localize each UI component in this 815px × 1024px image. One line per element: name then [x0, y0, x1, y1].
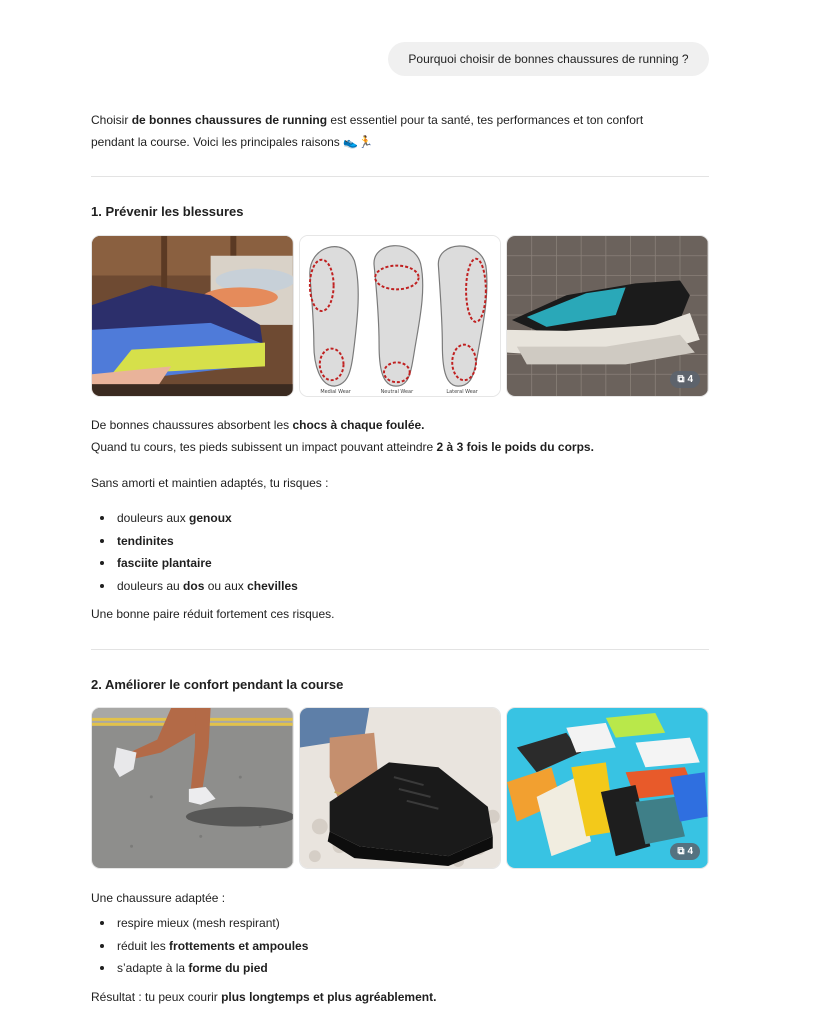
lateral-wear-label: Lateral Wear [446, 389, 478, 396]
gallery-icon: ⧉ [677, 374, 685, 385]
s2-result-bold: plus longtemps et plus agréablement. [221, 990, 437, 1004]
section-2-title: 2. Améliorer le confort pendant la course [91, 677, 344, 692]
list-item [117, 552, 709, 575]
intro-text-2: est essentiel pour ta santé, tes performances et ton confort [327, 113, 644, 127]
more-images-badge[interactable] [670, 843, 700, 860]
s2-bullet-3-text: s’adapte à la [117, 961, 189, 975]
s1-bullet-2-bold: tendinites [117, 533, 174, 548]
list-item [117, 507, 709, 530]
s2-bullet-3-bold: forme du pied [188, 961, 268, 975]
s1-bullet-3-bold: fasciite plantaire [117, 556, 212, 570]
section-1-header [91, 204, 709, 219]
s1-p1-text: De bonnes chaussures absorbent les [91, 418, 293, 432]
section-2-image-gallery [91, 707, 709, 869]
section-1-body [91, 414, 709, 458]
s1-p2-bold: 2 à 3 fois le poids du corps. [436, 440, 594, 454]
insole-wear-diagram-image[interactable] [299, 235, 502, 397]
s1-bullet-1-text: douleurs aux [117, 511, 190, 525]
neutral-wear-label: Neutral Wear [380, 389, 413, 396]
intro-line-2: pendant la course. Voici les principales raisons [91, 135, 340, 149]
s1-p2-text: Quand tu cours, tes pieds subissent un impact pouvant atteindre [91, 440, 437, 454]
s2-bullet-2-text: réduit les [117, 938, 170, 953]
section-2-intro [91, 887, 709, 909]
section-2-result [91, 986, 709, 1008]
intro-paragraph [91, 109, 709, 153]
user-message-bubble: Pourquoi choisir de bonnes chaussures de running ? [388, 42, 709, 76]
s1-p4: Une bonne paire réduit fortement ces risques. [91, 607, 335, 621]
s1-bullet-1-bold: genoux [189, 511, 232, 525]
s2-bullet-2-bold: frottements et ampoules [169, 938, 309, 953]
list-item [117, 957, 709, 980]
section-2-list [91, 912, 709, 980]
more-images-badge[interactable] [670, 371, 700, 388]
intro-bold: de bonnes chaussures de running [131, 113, 328, 127]
shoe-runner-emoji: 👟🏃 [343, 135, 374, 149]
s2-bullet-1-text: respire mieux (mesh respirant) [117, 916, 280, 930]
medial-wear-label: Medial Wear [320, 389, 351, 396]
s1-bullet-4-bold-2: chevilles [247, 578, 298, 593]
s1-bullet-4-text: douleurs au [117, 578, 184, 593]
section-2-header [91, 677, 709, 692]
more-images-count: 4 [687, 846, 694, 857]
s2-p1: Une chaussure adaptée : [91, 891, 226, 905]
list-item [117, 530, 709, 553]
s1-p1-bold: chocs à chaque foulée. [292, 418, 425, 432]
s1-p3: Sans amorti et maintien adaptés, tu risques : [91, 476, 329, 490]
divider [91, 649, 709, 650]
colorful-running-shoes-image[interactable] [506, 707, 709, 869]
section-1-image-gallery [91, 235, 709, 397]
divider [91, 176, 709, 177]
s2-result-text: Résultat : tu peux courir [91, 990, 222, 1004]
list-item [117, 935, 709, 958]
intro-text: Choisir [91, 113, 132, 127]
s1-bullet-4-bold-1: dos [183, 578, 205, 593]
section-1-risk-intro [91, 472, 709, 494]
worn-shoe-on-mat-image[interactable] [506, 235, 709, 397]
running-shoe-in-store-image[interactable] [91, 235, 294, 397]
section-1-title: 1. Prévenir les blessures [91, 204, 244, 219]
black-sneaker-image[interactable] [299, 707, 502, 869]
gallery-icon: ⧉ [677, 846, 685, 857]
section-1-conclusion [91, 603, 709, 625]
s1-bullet-4-text-2: ou aux [204, 578, 248, 593]
list-item [117, 912, 709, 935]
section-1-risk-list [91, 507, 709, 597]
more-images-count: 4 [687, 374, 694, 385]
list-item [117, 575, 709, 598]
runner-on-road-image[interactable] [91, 707, 294, 869]
